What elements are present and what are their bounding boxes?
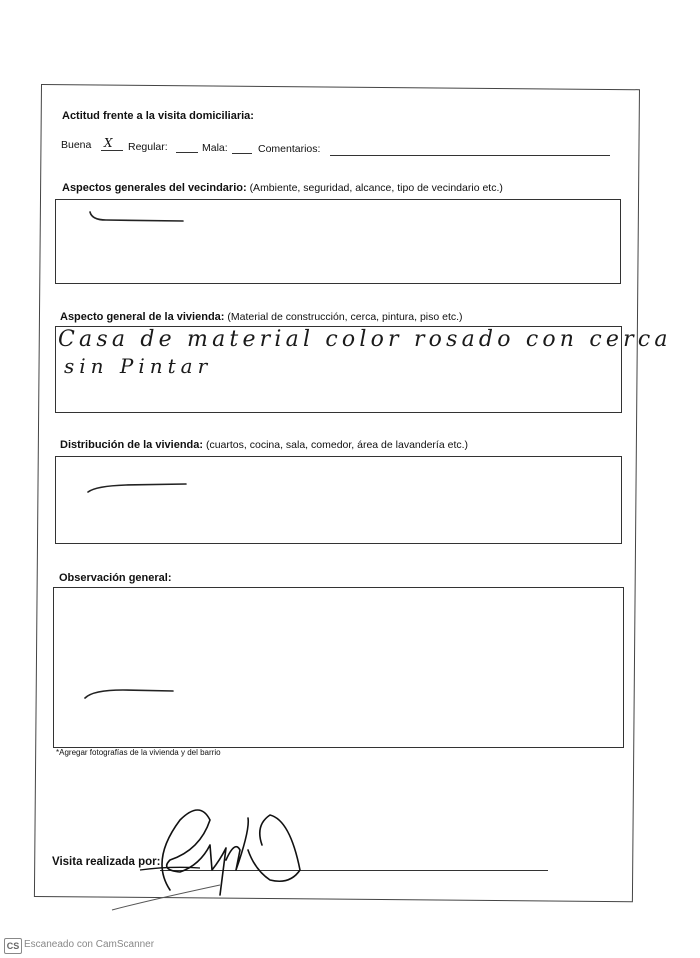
distribution-heading-row [60, 439, 468, 451]
observation-heading: Observación general: [59, 572, 172, 584]
distribution-box[interactable] [55, 456, 622, 544]
distribution-heading: Distribución de la vivienda: [60, 439, 204, 451]
distribution-hint: (cuartos, cocina, sala, comedor, área de lavandería etc.) [205, 439, 469, 451]
housing-heading-row [60, 311, 463, 323]
neighborhood-hint: (Ambiente, seguridad, alcance, tipo de vecindario etc.) [249, 182, 503, 194]
observation-dash-stroke [83, 686, 193, 706]
housing-handwritten-line1: Casa de material color rosado con cerca [58, 327, 672, 352]
visit-attitude-heading: Actitud frente a la visita domiciliaria: [62, 110, 254, 122]
scanner-watermark: Escaneado con CamScanner [24, 939, 155, 950]
good-blank-line [101, 150, 123, 151]
photo-note: *Agregar fotografías de la vivienda y del barrio [56, 748, 221, 757]
comments-label: Comentarios: [258, 143, 321, 155]
camscanner-logo-icon: CS [4, 938, 22, 954]
regular-blank-line [176, 152, 198, 153]
distribution-dash-stroke [86, 478, 196, 498]
comments-line [330, 155, 610, 156]
neighborhood-heading: Aspectos generales del vecindario: [62, 182, 247, 194]
stray-pen-mark [110, 880, 230, 920]
neighborhood-heading-row [62, 182, 503, 194]
good-check-mark: X [104, 136, 113, 150]
regular-label: Regular: [128, 141, 168, 153]
housing-heading: Aspecto general de la vivienda: [60, 311, 225, 323]
housing-handwritten-line2: sin Pintar [64, 354, 213, 378]
observation-box[interactable] [53, 587, 624, 748]
bad-blank-line [232, 153, 252, 154]
signature-label: Visita realizada por: [52, 856, 161, 868]
neighborhood-dash-stroke [88, 208, 188, 228]
good-label: Buena [61, 139, 92, 151]
bad-label: Mala: [202, 142, 228, 154]
housing-hint: (Material de construcción, cerca, pintura, piso etc.) [227, 311, 463, 323]
